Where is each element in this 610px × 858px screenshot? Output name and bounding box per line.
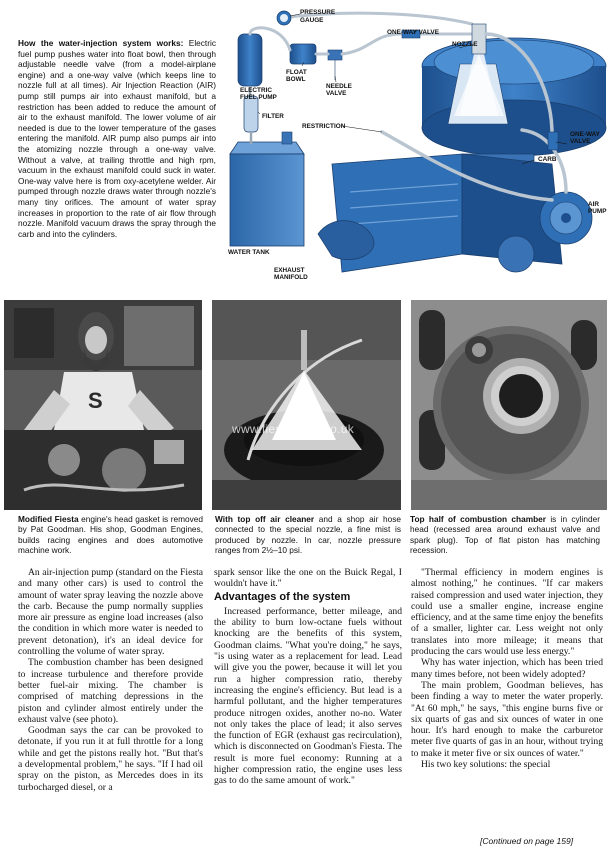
- paragraph: An air-injection pump (standard on the Fiesta and many other cars) is used to control the amount of water spray leaving the nozzle above the carb. Because the pump normally supplies more air pressure as engine load increases (also the condition in which more water is needed to prevent detonation), it's an ideal device for controlling the volume of water spray.: [18, 567, 203, 658]
- label-needle-valve-2: VALVE: [326, 90, 347, 97]
- paragraph: His two key solutions: the special: [421, 759, 551, 771]
- watermark: www.fiesta-mk1.co.uk: [232, 422, 355, 436]
- paragraph: "Thermal efficiency in modern engines is almost nothing," he continues. "If car makers raised compression and used water injection, they could use a smaller engine, increase engine efficiency, and at the same time enjoy the benefits of a smaller, lighter car. Less weight not only translates into more mileage; it means that producing the cars would use less energy.": [411, 567, 603, 658]
- caption-1-text: engine's head gasket is removed by Pat Goodman. His shop, Goodman Engines, builds racing engines and does automotive machine work.: [18, 514, 203, 556]
- label-one-way-valve-right: ONE-WAY: [570, 131, 600, 138]
- label-carb: CARB: [538, 156, 557, 163]
- photo-nozzle-mist: [212, 300, 401, 510]
- label-exhaust-manifold-2: MANIFOLD: [274, 274, 308, 281]
- label-restriction: RESTRICTION: [302, 123, 346, 130]
- label-air-pump-2: PUMP: [588, 208, 607, 215]
- label-electric-fuel-pump-2: FUEL PUMP: [240, 94, 277, 101]
- label-one-way-valve-top: ONE-WAY VALVE: [387, 29, 439, 36]
- label-exhaust-manifold: EXHAUST: [274, 267, 305, 274]
- label-pressure-gauge: PRESSURE: [300, 9, 336, 16]
- label-float-bowl: FLOAT: [286, 69, 307, 76]
- label-one-way-valve-right-2: VALVE: [570, 138, 591, 145]
- label-filter: FILTER: [262, 113, 284, 120]
- intro-text: Electric fuel pump pushes water into float bowl, then through adjustable needle valve (from a model-airplane engine) and a one-way valve (which keeps line to nozzle full at all times). Air Injection Reaction (AIR) pump still pumps air into exhaust manifold, but a restriction has been added to reduce the amount of air to the exhaust manifold. The lower volume of air needed is due to the lower temperature of the gases entering the manifold. AIR pump also pumps air into the atomizing nozzle through a one-way valve. Without a valve, at trailing throttle and high rpm, vacuum in the exhaust manifold could suck in water. One-way valve here is from oxy-acetylene welder. Air pumped through nozzle draws water through nozzle's many tiny orifices. The amount of water spray increases in proportion to the rate of air flow through nozzle. Manifold vacuum draws the spray through the carb and into the cylinders.: [18, 38, 216, 239]
- caption-photo-1: [18, 514, 203, 556]
- caption-3-lead: Top half of combustion chamber: [410, 514, 547, 524]
- label-needle-valve: NEEDLE: [326, 83, 352, 90]
- paragraph: Goodman says the car can be provoked to detonate, if you run it at full throttle for a long while and get the pistons really hot. "But that's a developmental problem," he says. "If I had oil spray on the piston, as Mercedes does in its turbocharged diesel, or a: [18, 725, 203, 793]
- caption-3-text: is in cylinder head (recessed area around exhaust valve and spark plug). Top of flat piston has matching recession.: [410, 514, 600, 556]
- water-injection-diagram: [222, 4, 608, 292]
- body-column-1: [18, 567, 203, 793]
- caption-2-lead: With top off air cleaner: [215, 514, 315, 524]
- paragraph: Increased performance, better mileage, and the ability to burn low-octane fuels without knocking are the benefits of this system, Goodman claims. "What you're doing," he says, "is using water as a replacement for lead. Lead will give you the power, because it will let you run a higher compression ratio, thereby increasing the engine's efficiency. But lead is a harmful pollutant, and the higher temperatures produce nitrogen oxides, another no-no. Water not only takes the place of lead; it also serves the function of EGR (exhaust gas recirculation), which is disconnected on Goodman's Fiesta. The result is more fuel economy: Running at a higher compression ratio, the engine uses less gas to do the same amount of work.": [214, 605, 402, 787]
- caption-2-text: and a shop air hose connected to the special nozzle, a fine mist is produced by nozzle. In car, nozzle pressure ranges from 2½–10 psi.: [215, 514, 402, 556]
- caption-1-lead: Modified Fiesta: [18, 514, 79, 524]
- continued-note: [Continued on page 159]: [480, 836, 574, 846]
- label-air-pump: AIR: [588, 201, 600, 208]
- pressure-gauge: [277, 11, 291, 25]
- label-nozzle: NOZZLE: [452, 41, 478, 48]
- one-way-valve-right: [548, 132, 558, 150]
- water-tank: [230, 132, 304, 246]
- svg-text:S: S: [88, 388, 103, 413]
- caption-photo-2: [215, 514, 401, 556]
- photo-mechanic: [4, 300, 202, 510]
- section-heading: Advantages of the system: [214, 590, 351, 603]
- body-column-3: [411, 567, 603, 770]
- photo-combustion-chamber: [411, 300, 607, 510]
- label-float-bowl-2: BOWL: [286, 76, 306, 83]
- label-water-tank: WATER TANK: [228, 249, 270, 256]
- paragraph: The combustion chamber has been designed to increase turbulence and therefore provide better fuel-air mixing. The chamber is comprised of matching depressions in the piston and cylinder almost entirely under the exhaust valve (see photo).: [18, 657, 203, 725]
- paragraph: spark sensor like the one on the Buick Regal, I wouldn't have it.": [214, 567, 402, 590]
- label-electric-fuel-pump: ELECTRIC: [240, 87, 272, 94]
- label-pressure-gauge-2: GAUGE: [300, 17, 324, 24]
- paragraph: Why has water injection, which has been tried many times before, not been widely adopted?: [411, 657, 603, 680]
- intro-lead: How the water-injection system works:: [18, 38, 184, 48]
- body-column-2: [214, 567, 402, 787]
- caption-photo-3: [410, 514, 600, 556]
- float-bowl: [290, 44, 316, 64]
- paragraph: The main problem, Goodman believes, has been finding a way to meter the water properly. "At 60 mph," he says, "this engine burns five or six quarts of gas and six ounces of water in one hour. It's hard enough to make the carburetor meter five quarts of gas in an hour, without trying to make it meter five or six ounces of water.": [411, 679, 603, 759]
- intro-caption: [18, 38, 216, 239]
